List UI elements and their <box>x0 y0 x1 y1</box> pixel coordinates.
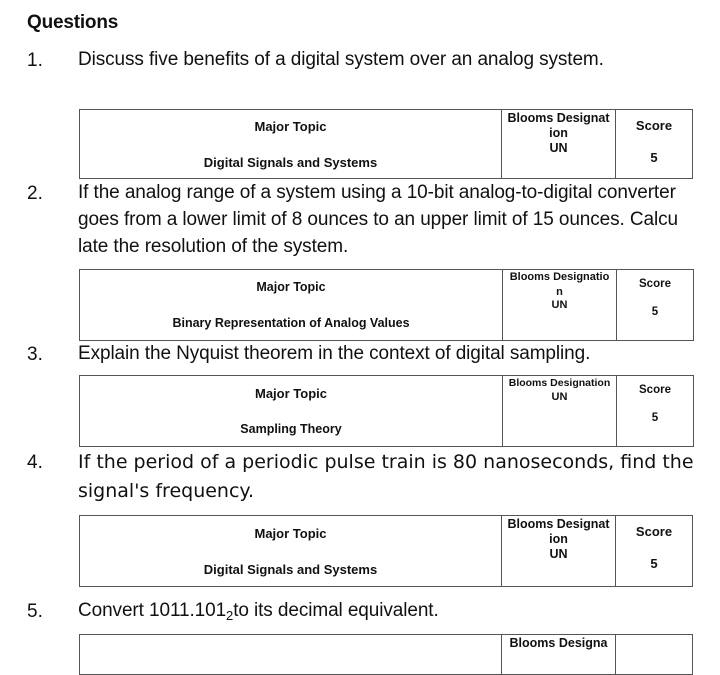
blooms-label: Blooms Designat <box>507 111 610 125</box>
topic-cell <box>80 110 502 179</box>
topic-value: Sampling Theory <box>240 422 342 436</box>
score-label: Score <box>639 278 671 290</box>
score-cell <box>617 376 694 447</box>
question-meta-table <box>79 109 693 179</box>
question-number: 1. <box>27 50 43 71</box>
question-number: 3. <box>27 344 43 365</box>
topic-label: Major Topic <box>255 386 327 401</box>
question-text-line: goes from a lower limit of 8 ounces to an upper limit of 15 ounces. Calcu <box>78 209 678 230</box>
question-text <box>78 448 708 506</box>
question-text <box>78 179 708 260</box>
question-meta-table <box>79 634 693 675</box>
blooms-label: Blooms Designat <box>507 517 610 531</box>
blooms-cell <box>503 270 617 341</box>
score-value: 5 <box>651 412 659 424</box>
topic-cell <box>80 635 502 675</box>
blooms-value: UN <box>549 141 568 155</box>
blooms-value: UN <box>551 391 568 403</box>
question-text-main: Convert 1011.101 <box>78 600 227 621</box>
score-cell <box>617 270 694 341</box>
question-meta-table <box>79 269 694 341</box>
topic-label: Major Topic <box>256 280 326 294</box>
question-text-line: If the period of a periodic pulse train is 80 nanoseconds, find the <box>78 451 694 473</box>
score-value: 5 <box>651 306 659 318</box>
question-text-line: signal's frequency. <box>78 480 254 502</box>
question-text <box>78 597 700 624</box>
score-value: 5 <box>650 150 658 165</box>
topic-cell <box>80 270 503 341</box>
score-cell <box>616 516 693 587</box>
blooms-label-wrap: ion <box>549 126 568 140</box>
topic-label: Major Topic <box>254 526 327 541</box>
topic-cell <box>80 516 502 587</box>
topic-value: Digital Signals and Systems <box>203 155 378 170</box>
question-text-line: late the resolution of the system. <box>78 236 349 257</box>
score-cell <box>616 635 693 675</box>
question-meta-table <box>79 375 694 447</box>
blooms-label-wrap: n <box>556 286 563 298</box>
questions-heading: Questions <box>27 12 119 33</box>
question-number: 5. <box>27 601 43 622</box>
blooms-cell <box>502 516 616 587</box>
question-text-line: If the analog range of a system using a 10-bit analog-to-digital converter <box>78 182 676 203</box>
blooms-cell <box>502 110 616 179</box>
blooms-label: Blooms Designatio <box>509 271 610 283</box>
question-text-tail: to its decimal equivalent. <box>233 600 439 621</box>
question-meta-table <box>79 515 693 587</box>
score-label: Score <box>639 384 671 396</box>
topic-value: Digital Signals and Systems <box>203 562 378 577</box>
score-cell <box>616 110 693 179</box>
topic-value: Binary Representation of Analog Values <box>172 316 410 330</box>
binary-subscript: 2 <box>226 608 234 623</box>
blooms-cell <box>503 376 617 447</box>
blooms-label-wrap: ion <box>549 532 568 546</box>
blooms-cell <box>502 635 616 675</box>
score-value: 5 <box>650 556 658 571</box>
score-label: Score <box>635 524 673 539</box>
blooms-value: UN <box>551 299 568 311</box>
topic-label: Major Topic <box>254 119 327 134</box>
topic-cell <box>80 376 503 447</box>
blooms-label: Blooms Designation <box>508 377 611 389</box>
question-text: Explain the Nyquist theorem in the context of digital sampling. <box>78 343 591 364</box>
question-number: 2. <box>27 183 43 204</box>
blooms-label: Blooms Designa <box>509 636 608 650</box>
question-text: Discuss five benefits of a digital system over an analog system. <box>78 49 604 70</box>
blooms-value: UN <box>549 547 568 561</box>
question-number: 4. <box>27 452 43 473</box>
score-label: Score <box>635 118 673 133</box>
